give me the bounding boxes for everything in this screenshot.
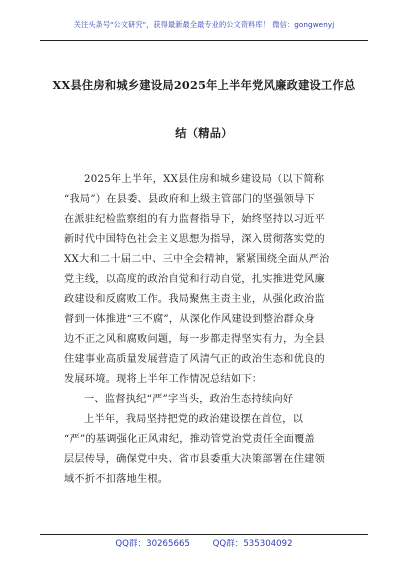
footer-divider [40, 534, 368, 535]
paragraph-line: XX大和二十届二中、三中全会精神，紧紧围绕全面从严治 [64, 254, 330, 265]
paragraph-line: 政建设和反腐败工作。我局聚焦主责主业，从强化政治监 [64, 294, 325, 305]
paragraph-line: 在派驻纪检监察组的有力监督指导下，始终坚持以习近平 [64, 214, 325, 225]
document-body [64, 170, 348, 490]
paragraph-line: 上半年，我局坚持把党的政治建设摆在首位，以 [84, 414, 304, 425]
footer-qq-group-1: QQ群：30265665 [115, 539, 190, 549]
document-title-line-1: XX县住房和城乡建设局2025年上半年党风廉政建设工作总 [52, 78, 356, 92]
paragraph-line: 层层传导，确保党中央、省市县委重大决策部署在住建领 [64, 454, 325, 465]
paragraph-line: 域不折不扣落地生根。 [64, 474, 169, 485]
header-promo-text: 关注头条号"公文研究"，获得最新最全最专业的公文资料库！ 微信：gongwenyj [73, 20, 335, 29]
footer-contact [40, 537, 368, 549]
section-heading: 一、监督执纪“严”字当头，政治生态持续向好 [84, 394, 294, 405]
paragraph-line: “我局”）在县委、县政府和上级主管部门的坚强领导下 [64, 194, 315, 205]
header-divider [40, 40, 368, 41]
paragraph-line: 新时代中国特色社会主义思想为指导，深入贯彻落实党的 [64, 234, 325, 245]
document-title-line-2: 结（精品） [175, 126, 233, 140]
paragraph-line: “严”的基调强化正风肃纪，推动管党治党责任全面覆盖 [64, 434, 315, 445]
paragraph-line: 发展环境。现将上半年工作情况总结如下： [64, 374, 263, 385]
paragraph-line: 边不正之风和腐败问题，每一步都走得坚实有力，为全县 [64, 334, 325, 345]
footer-qq-group-2: QQ群：535304092 [212, 539, 293, 549]
paragraph-line: 党主线，以高度的政治自觉和行动自觉，扎实推进党风廉 [64, 274, 325, 285]
paragraph-line: 住建事业高质量发展营造了风清气正的政治生态和优良的 [64, 354, 325, 365]
paragraph-line: 2025年上半年，XX县住房和城乡建设局（以下简称 [84, 174, 325, 185]
paragraph-line: 督到一体推进“三不腐”，从深化作风建设到整治群众身 [64, 314, 315, 325]
